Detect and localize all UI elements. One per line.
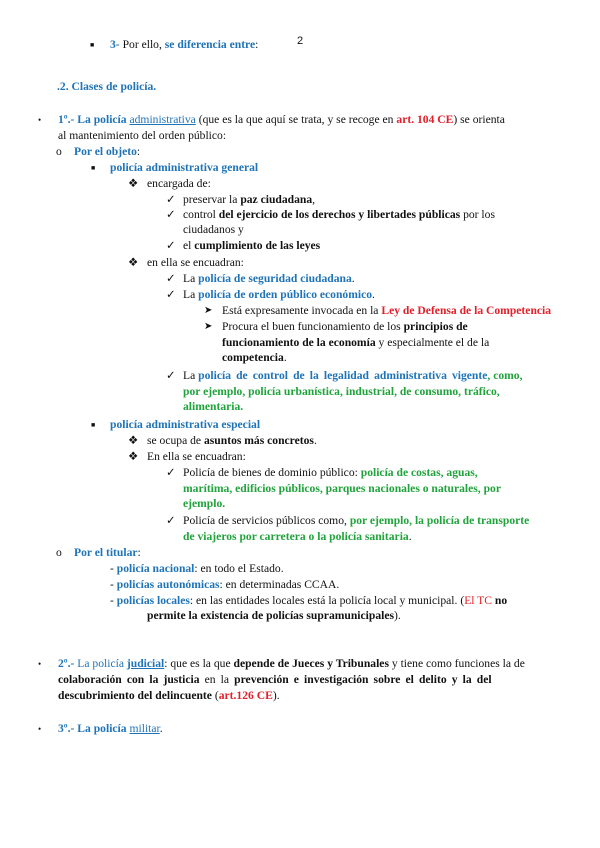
square-bullet-icon: ■ (91, 421, 96, 429)
by-object-colon: : (136, 145, 141, 158)
orden-colored: policía de orden público económico (198, 288, 373, 301)
arrow-icon: ➤ (204, 305, 213, 316)
found-in: en ella se encuadran: (147, 256, 244, 269)
check-icon: ✓ (166, 369, 176, 382)
check-icon: ✓ (166, 466, 176, 479)
p1-line1 (58, 112, 505, 127)
bienes-green: policía de costas, aguas, (360, 466, 478, 479)
serv-l2-green: de viajeros por carretera o la policía sanitaria (183, 530, 409, 543)
by-holder-heading (74, 545, 141, 560)
seg-pre: La (183, 272, 196, 285)
check-icon: ✓ (166, 514, 176, 527)
public-services-l2 (183, 529, 412, 544)
p2-l3-bold: descubrimiento del delincuente (58, 689, 212, 702)
p1-art-ref: art. 104 CE (396, 113, 454, 126)
page-number: 2 (297, 35, 304, 47)
control-rights (183, 207, 495, 222)
p1-administrativa: administrativa (129, 113, 196, 126)
leg-colored: policía de control de la legalidad administrativa vigente (198, 369, 488, 382)
preserve-peace (183, 192, 315, 207)
p3-number: 3º.- (58, 722, 75, 735)
loc-dash: - (110, 594, 114, 607)
by-object-label: Por el objeto (74, 145, 137, 158)
circle-bullet-icon: o (56, 546, 62, 559)
national-police (110, 561, 284, 576)
proc-l2-bold: funcionamiento de la economía (222, 336, 376, 349)
section-title: .2. Clases de policía. (57, 80, 157, 93)
legality-police-l3: alimentaria. (183, 400, 244, 413)
legality-police-l2: por ejemplo, policía urbanística, industrial, de consumo, tráfico, (183, 385, 500, 398)
round-bullet-icon: • (38, 724, 42, 734)
p2-line1 (58, 656, 525, 671)
general-police-title: policía administrativa general (110, 161, 259, 174)
loc-l2-post: ). (394, 609, 401, 622)
p2-judicial: judicial (126, 657, 165, 670)
ctrl-bold: del ejercicio de los derechos y libertades públicas (218, 208, 461, 221)
p1-la: La policía (77, 113, 127, 126)
ctrl-post: por los (463, 208, 495, 221)
found-in-2: En ella se encuadran: (147, 450, 246, 463)
public-services-l1 (183, 513, 529, 528)
diamond-bullet-icon: ❖ (128, 256, 139, 269)
aut-colored: policías autonómicas (116, 578, 220, 591)
proc-l3-post: . (283, 351, 287, 364)
square-bullet-icon: ■ (91, 164, 96, 172)
item-colon: : (255, 38, 259, 51)
square-bullet-icon: ■ (90, 41, 95, 49)
seg-colored: policía de seguridad ciudadana (198, 272, 352, 285)
p3-line1 (58, 721, 163, 736)
cumpl-pre: el (183, 239, 192, 252)
serv-l2-post: . (408, 530, 412, 543)
legality-police-l1 (183, 368, 522, 383)
pres-bold: paz ciudadana (240, 193, 313, 206)
cumpl-bold: cumplimiento de las leyes (194, 239, 321, 252)
pres-pre: preservar la (183, 193, 238, 206)
check-icon: ✓ (166, 208, 176, 221)
economic-police (183, 287, 375, 302)
exp-pre: Está expresamente invocada en la (222, 304, 379, 317)
loc-post: : en las entidades locales está la policía local y municipal. ( (189, 594, 465, 607)
by-holder-colon: : (137, 546, 141, 559)
security-police (183, 271, 355, 286)
procures-l2 (222, 335, 489, 350)
aut-dash: - (110, 578, 114, 591)
p2-number: 2º.- (58, 657, 75, 670)
p2-line3 (58, 688, 280, 703)
bienes-pre: Policía de bienes de dominio público: (183, 466, 358, 479)
p1-line2: al mantenimiento del orden público: (58, 129, 227, 142)
check-icon: ✓ (166, 288, 176, 301)
procures-l3 (222, 350, 287, 365)
public-goods-l3: ejemplo. (183, 497, 226, 510)
loc-colored: policías locales (116, 594, 190, 607)
p2-line2 (58, 672, 492, 687)
check-icon: ✓ (166, 239, 176, 252)
proc-l3-bold: competencia (222, 351, 284, 364)
concrete-pre: se ocupa de (147, 434, 202, 447)
p1-paren-pre: (que es la que aquí se trata, y se recoge en (198, 113, 394, 126)
serv-green: por ejemplo, la policía de transporte (349, 514, 530, 527)
local-police-l2 (147, 608, 401, 623)
special-police-title: policía administrativa especial (110, 418, 261, 431)
p3-dot: . (159, 722, 163, 735)
law-compliance (183, 238, 320, 253)
p2-bold1: depende de Jueces y Tribunales (233, 657, 389, 670)
regional-police (110, 577, 339, 592)
diamond-bullet-icon: ❖ (128, 177, 139, 190)
p2-la: La policía (77, 657, 124, 670)
proc-pre: Procura el buen funcionamiento de los (222, 320, 401, 333)
proc-bold: principios de (403, 320, 468, 333)
diamond-bullet-icon: ❖ (128, 434, 139, 447)
p2-l3-post: ). (272, 689, 280, 702)
concrete-post: . (313, 434, 317, 447)
loc-red: El TC (464, 594, 492, 607)
concrete-matters (147, 433, 317, 448)
pres-post: , (312, 193, 316, 206)
p3-la: La policía (77, 722, 127, 735)
item-bold-text: se diferencia entre (164, 38, 256, 51)
p2-mid: : que es la que (164, 657, 231, 670)
p2-mid2: y tiene como funciones la de (391, 657, 525, 670)
charged-with: encargada de: (147, 177, 211, 190)
p2-l2-bold1: colaboración con la justicia (58, 673, 200, 686)
p3-militar: militar (129, 722, 160, 735)
leg-green: , como, (487, 369, 523, 382)
p1-number: 1º.- (58, 113, 75, 126)
control-rights-l2: ciudadanos y (183, 223, 244, 236)
intro-item-3 (110, 37, 258, 52)
p2-l2-bold2: prevención e investigación sobre el delito y la del (234, 673, 492, 686)
check-icon: ✓ (166, 193, 176, 206)
round-bullet-icon: • (38, 659, 42, 669)
seg-post: . (351, 272, 355, 285)
circle-bullet-icon: o (56, 145, 62, 158)
check-icon: ✓ (166, 272, 176, 285)
loc-bold: no (494, 594, 508, 607)
nac-post: : en todo el Estado. (194, 562, 284, 575)
arrow-icon: ➤ (204, 321, 213, 332)
p2-l3-mid: ( (214, 689, 219, 702)
by-holder-label: Por el titular (74, 546, 138, 559)
nac-dash: - (110, 562, 114, 575)
round-bullet-icon: • (38, 115, 42, 125)
p1-paren-post: ) se orienta (453, 113, 505, 126)
serv-pre: Policía de servicios públicos como, (183, 514, 347, 527)
loc-l2-bold: permite la existencia de policías supramunicipales (147, 609, 395, 622)
leg-pre: La (183, 369, 196, 382)
public-goods-l2: marítima, edificios públicos, parques nacionales o naturales, por (183, 482, 501, 495)
ctrl-pre: control (183, 208, 216, 221)
public-goods-l1 (183, 465, 478, 480)
proc-l2-mid: y especialmente el de la (378, 336, 490, 349)
item-text: Por ello, (122, 38, 162, 51)
diamond-bullet-icon: ❖ (128, 450, 139, 463)
aut-post: : en determinadas CCAA. (219, 578, 340, 591)
local-police-l1 (110, 593, 507, 608)
p2-l2-mid: en la (204, 673, 230, 686)
by-object-heading (74, 144, 140, 159)
orden-pre: La (183, 288, 196, 301)
procures-l1 (222, 319, 468, 334)
competition-law (222, 303, 551, 318)
nac-colored: policía nacional (116, 562, 195, 575)
item-number: 3- (110, 38, 120, 51)
p2-art-ref: art.126 CE (218, 689, 273, 702)
orden-post: . (372, 288, 375, 301)
concrete-bold: asuntos más concretos (204, 434, 314, 447)
exp-red: Ley de Defensa de la Competencia (381, 304, 552, 317)
